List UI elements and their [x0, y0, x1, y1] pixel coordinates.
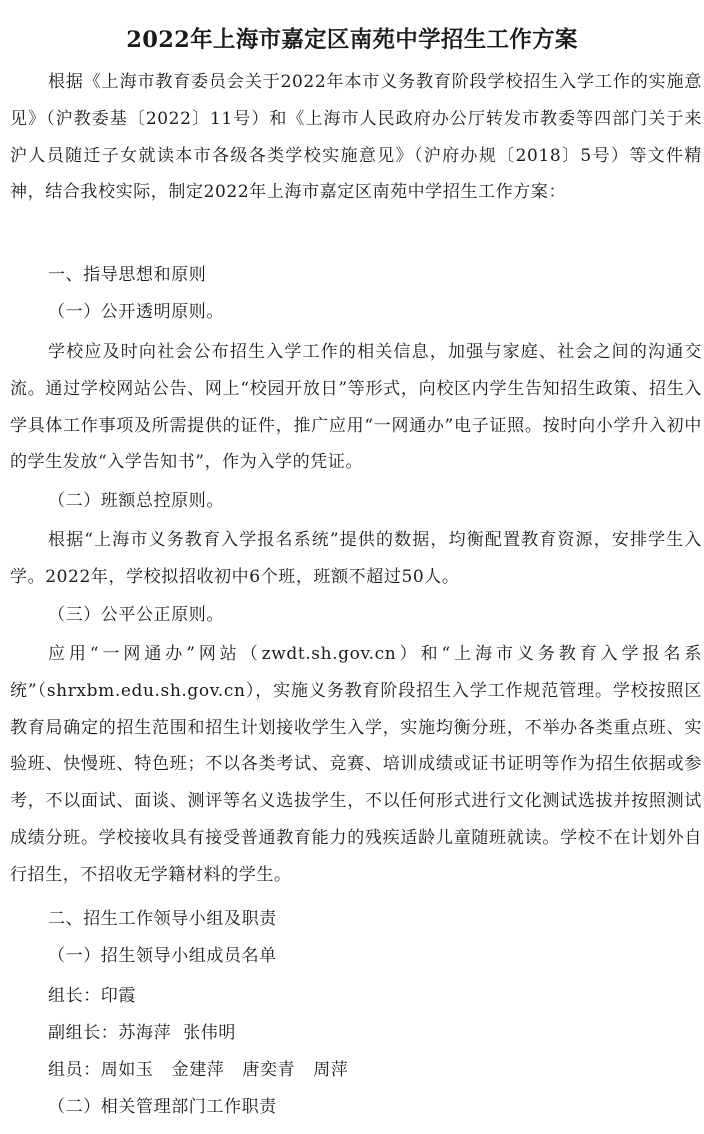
section1-sub3-body: 应用“一网通办”网站（zwdt.sh.gov.cn）和“上海市义务教育入学报名系统”（shrxbm.edu.sh.gov.cn），实施义务教育阶段招生入学工作规范管理。学校按照区教育局确定的招生范围和招生计划接收学生入学，实施均衡分班，不举办各类重点班、实验班、快慢班、特色班；不以各类考试、竞赛、培训成绩或证书证明等作为招生依据或参考，不以面试、面谈、测评等名义选拔学生，不以任何形式进行文化测试选拔并按照测试成绩分班。学校接收具有接受普通教育能力的残疾适龄儿童随班就读。学校不在计划外自行招生，不招收无学籍材料的学生。 [10, 644, 702, 885]
section1-sub2-body: 根据“上海市义务教育入学报名系统”提供的数据，均衡配置教育资源，安排学生入学。2022年，学校拟招收初中6个班，班额不超过50人。 [10, 530, 702, 587]
section1-sub3-heading: （三）公平公正原则。 [48, 605, 224, 625]
section2-heading: 二、招生工作领导小组及职责 [48, 909, 277, 929]
section1-sub2-heading: （二）班额总控原则。 [48, 491, 224, 511]
section1-sub1-heading: （一）公开透明原则。 [48, 302, 224, 322]
section1-heading: 一、指导思想和原则 [48, 265, 207, 285]
document-title: 2022年上海市嘉定区南苑中学招生工作方案 [126, 27, 578, 53]
intro-paragraph: 根据《上海市教育委员会关于2022年本市义务教育阶段学校招生入学工作的实施意见》（沪教委基〔2022〕11号）和《上海市人民政府办公厅转发市教委等四部门关于来沪人员随迁子女就读本市各级各类学校实施意见》（沪府办规〔2018〕5号）等文件精神，结合我校实际，制定2022年上海市嘉定区南苑中学招生工作方案： [10, 72, 702, 203]
section2-sub1-heading: （一）招生领导小组成员名单 [48, 946, 277, 966]
deputy-line: 副组长：苏海萍 张伟明 [48, 1023, 237, 1043]
leader-line: 组长：印霞 [48, 986, 136, 1006]
section1-sub1-body: 学校应及时向社会公布招生入学工作的相关信息，加强与家庭、社会之间的沟通交流。通过学校网站公告、网上“校园开放日”等形式，向校区内学生告知招生政策、招生入学具体工作事项及所需提供的证件，推广应用“一网通办”电子证照。按时向小学升入初中的学生发放“入学告知书”，作为入学的凭证。 [10, 342, 702, 473]
members-line: 组员：周如玉 金建萍 唐奕青 周萍 [48, 1060, 349, 1080]
section2-sub2-heading: （二）相关管理部门工作职责 [48, 1097, 277, 1117]
